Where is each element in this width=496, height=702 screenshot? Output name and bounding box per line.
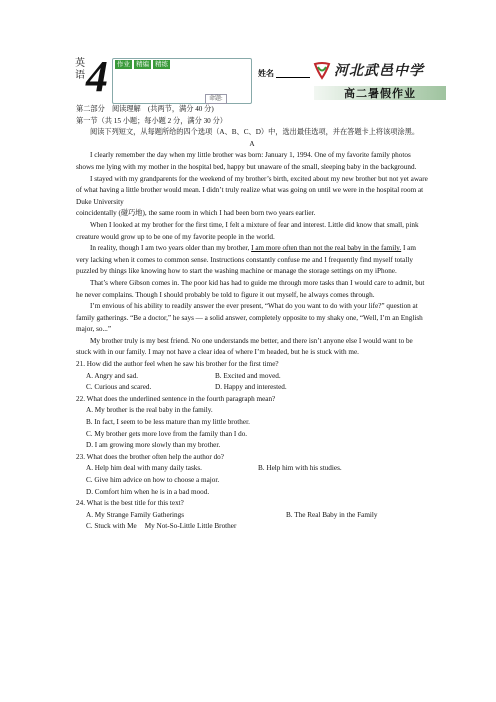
school-name: 河北武邑中学 <box>334 64 424 79</box>
page-header <box>0 0 496 104</box>
paragraph-2-continued: coincidentally (碰巧地), the same room in which I had been born two years earlier. <box>76 209 316 218</box>
tab-homework: 作业 <box>117 61 130 68</box>
question-23-options-row-1 <box>76 463 428 475</box>
option: D. Comfort him when he is in a bad mood. <box>86 487 210 496</box>
header-tabs <box>115 60 172 69</box>
option: A. Angry and sad. <box>86 371 139 380</box>
section-subtitle: 第一节（共 15 小题；每小题 2 分，满分 30 分） <box>76 116 227 125</box>
name-label: 姓名 <box>258 69 274 78</box>
option: D. I am growing more slowly than my brother. <box>86 441 221 450</box>
question-22: 22. What does the underlined sentence in the fourth paragraph mean? <box>76 394 276 403</box>
paragraph-6: I’m envious of his ability to readily answer the ever present, “What do you want to do with your life?” question at family gatherings. “Be a doctor,” he says — a solid answer, completely opposite to my shaky one, “Well, I’m an English major, so...” <box>76 302 423 334</box>
question-23: 23. What does the brother often help the author do? <box>76 452 224 461</box>
option: A. My brother is the real baby in the family. <box>86 406 213 415</box>
option: C. My brother gets more love from the family than I do. <box>86 429 248 438</box>
paragraph-2: I stayed with my grandparents for the weekend of my brother’s birth, excited about my new brother but not yet aware of what having a little brother would mean. I didn’t truly realize what was going on until we were in the hospital room at Duke University <box>76 174 428 206</box>
tab-practice: 精练 <box>155 61 168 68</box>
question-24-options-row-1 <box>76 510 428 522</box>
paragraph-4-rest: I am very lacking when it comes to common sense. Instructions constantly confuse me and I frequently find myself totally puzzled by things like knowing how to start the washing machine or manage the storage settings on my iPhone. <box>76 244 416 276</box>
paragraph-5: That’s where Gibson comes in. The poor kid has had to guide me through more tasks than I would care to admit, but he never complains. Though I should probably be told to figure it out myself, he always comes through. <box>76 278 425 299</box>
option: A. Help him deal with many daily tasks. <box>86 464 202 473</box>
option: B. Help him with his studies. <box>258 464 342 473</box>
subject-label: 英语 <box>75 58 85 81</box>
underlined-sentence: I am more often than not the real baby in the family. <box>251 244 402 253</box>
option: My Not-So-Little Little Brother <box>144 522 237 531</box>
option: B. The Real Baby in the Family <box>286 510 378 519</box>
question-21-options-row-2 <box>76 382 428 394</box>
option: D. Happy and interested. <box>215 383 287 392</box>
option: C. Stuck with Me <box>86 522 137 531</box>
tab-selected: 精编 <box>136 61 149 68</box>
option: C. Curious and scared. <box>86 383 152 392</box>
section-title: 第二部分 阅读理解 (共两节，满分 40 分) <box>76 105 214 113</box>
worksheet-number: 4 <box>86 52 107 101</box>
banner-title: 高二暑假作业 <box>344 88 416 100</box>
passage-label: A <box>249 139 255 148</box>
document-body <box>76 104 428 533</box>
option: B. In fact, I seem to be less mature than my little brother. <box>86 418 250 427</box>
paragraph-7: My brother truly is my best friend. No one understands me better, and there isn’t anyone else I would want to be stuck with in our family. I may not have a clear idea of where I’m headed, but he is stuck with me. <box>76 336 413 357</box>
question-21-options-row-1 <box>76 371 428 383</box>
option: B. Excited and moved. <box>215 371 281 380</box>
section-instructions: 阅读下列短文，从每题所给的四个选项（A、B、C、D）中，选出最佳选项，并在答题卡上将该项涂黑。 <box>90 128 420 137</box>
paragraph-4-lead: In reality, though I am two years older than my brother, <box>90 244 252 253</box>
name-field-line <box>276 77 310 78</box>
paragraph-1: I clearly remember the day when my little brother was born: January 1, 1994. One of my favorite family photos shows me lying with my mother in the hospital bed, happy but unaware of the small, sleeping baby in the background. <box>76 151 417 171</box>
paragraph-4 <box>76 243 428 278</box>
question-24-options-row-2 <box>76 521 428 533</box>
paragraph-3: When I looked at my brother for the first time, I felt a mixture of fear and interest. Little did know that small, pink creature would grow up to be one of my favorite people in the world. <box>76 220 419 241</box>
option: A. My Strange Family Gatherings <box>86 510 185 519</box>
school-logo-icon <box>312 60 332 80</box>
question-21: 21. How did the author feel when he saw his brother for the first time? <box>76 360 279 369</box>
option: C. Give him advice on how to choose a major. <box>86 476 220 484</box>
author-label: 命题: <box>205 94 227 104</box>
question-24: 24. What is the best title for this text? <box>76 499 184 508</box>
